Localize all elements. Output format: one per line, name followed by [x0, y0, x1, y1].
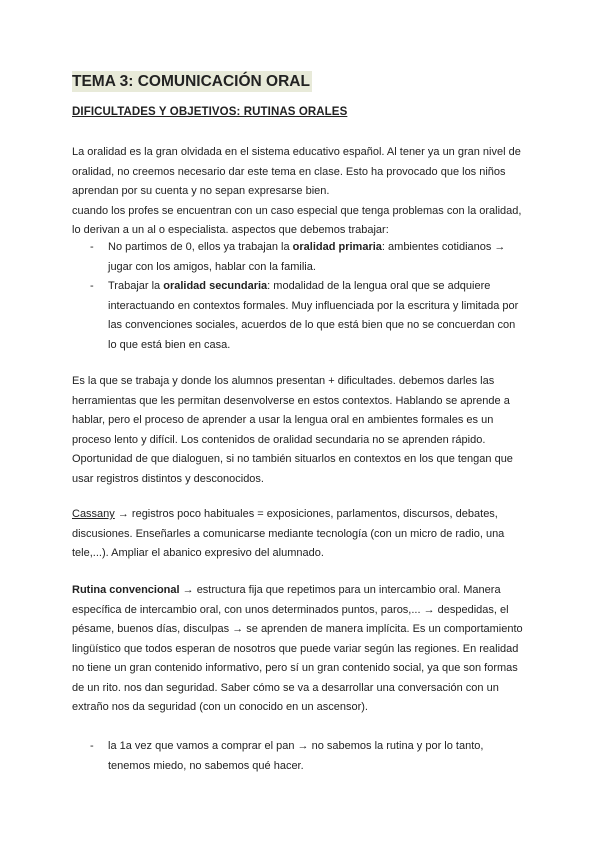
- text-line: jugar con los amigos, hablar con la familia.: [108, 260, 316, 273]
- bullet-marker: -: [90, 740, 94, 752]
- text-line: tenemos miedo, no sabemos qué hacer.: [108, 759, 304, 772]
- text-line: interactuando en contextos formales. Muy influenciada por la escritura y limitada por: [108, 299, 519, 312]
- page-title: TEMA 3: COMUNICACIÓN ORAL: [72, 73, 310, 90]
- text-line: proceso lento y difícil. Los contenidos de oralidad secundaria no se aprenden rápido.: [72, 433, 486, 446]
- author-name: Cassany: [72, 508, 115, 520]
- text-line: extraño nos da seguridad (con un conocido en un ascensor).: [72, 701, 368, 713]
- text-line: no tiene un gran contenido informativo, pero sí un gran contenido social, ya que son formas: [72, 662, 518, 674]
- intro-paragraph: [72, 143, 528, 241]
- bullet-marker: -: [90, 280, 94, 292]
- text-line: herramientas que les permitan desenvolverse en estos contextos. Hablando se aprende a: [72, 394, 510, 407]
- text-line: Es la que se trabaja y donde los alumnos presentan + dificultades. debemos darles las: [72, 375, 495, 387]
- text-line: pésame, buenos días, disculpas → se aprenden de manera implícita. Es un comportamiento: [72, 623, 523, 635]
- text-fragment: : ambientes cotidianos →: [381, 241, 506, 253]
- text-line: de un rito. nos dan seguridad. Saber cómo se va a desarrollar una conversación con un: [72, 681, 499, 694]
- section-subtitle: DIFICULTADES Y OBJETIVOS: RUTINAS ORALES: [72, 106, 348, 118]
- text-line: aprendan por su cuenta y no sepan expresarse bien.: [72, 185, 330, 197]
- text-line: lingüístico que todos esperan de nosotros que puede variar según las regiones. En realidad: [72, 642, 519, 655]
- text-line: La oralidad es la gran olvidada en el sistema educativo español. Al tener ya un gran nivel de: [72, 146, 521, 158]
- rutina-paragraph: [72, 581, 528, 718]
- text-line: usar registros distintos y desconocidos.: [72, 472, 264, 485]
- text-line: lo que está bien en casa.: [108, 338, 231, 351]
- text-fragment: No partimos de 0, ellos ya trabajan la: [108, 241, 293, 253]
- bullet-item-oralidad-secundaria: [108, 277, 528, 355]
- secondary-orality-paragraph: [72, 372, 528, 489]
- cassany-paragraph: [72, 505, 528, 564]
- bullet-item-pan: [108, 737, 528, 776]
- text-line: las convenciones sociales, acuerdos de lo que está bien que no se concuerdan con: [108, 319, 516, 331]
- text-fragment: Trabajar la: [108, 280, 164, 292]
- text-line: específica de intercambio oral, con unos determinados puntos, paros,... → despedidas, el: [72, 603, 509, 616]
- bullet-marker: -: [90, 241, 94, 253]
- text-line: hablar, pero el proceso de aprender a usar la lengua oral en ambientes formales es un: [72, 414, 494, 426]
- bold-term: oralidad secundaria: [163, 280, 268, 292]
- bullet-item-oralidad-primaria: [108, 238, 528, 277]
- text-line: la 1a vez que vamos a comprar el pan → no sabemos la rutina y por lo tanto,: [108, 740, 484, 752]
- text-fragment: → estructura fija que repetimos para un intercambio oral. Manera: [179, 584, 501, 596]
- text-fragment: : modalidad de la lengua oral que se adquiere: [267, 280, 491, 292]
- text-line: cuando los profes se encuentran con un caso especial que tenga problemas con la oralidad,: [72, 204, 522, 217]
- text-fragment: → registros poco habituales = exposiciones, parlamentos, discursos, debates,: [114, 508, 498, 520]
- text-line: Oportunidad de que dialoguen, si no también situarlos en contextos en los que tengan que: [72, 453, 513, 465]
- text-line: lo derivan a un al o especialista. aspectos que debemos trabajar:: [72, 224, 389, 236]
- text-line: discusiones. Enseñarles a comunicarse mediante tecnología (con un micro de radio, una: [72, 527, 505, 540]
- text-line: oralidad, no creemos necesario dar este tema en clase. Esto ha provocado que los niños: [72, 165, 506, 178]
- bold-term: Rutina convencional: [72, 584, 180, 596]
- bold-term: oralidad primaria: [292, 241, 382, 253]
- text-line: tele,...). Ampliar el abanico expresivo del alumnado.: [72, 547, 324, 559]
